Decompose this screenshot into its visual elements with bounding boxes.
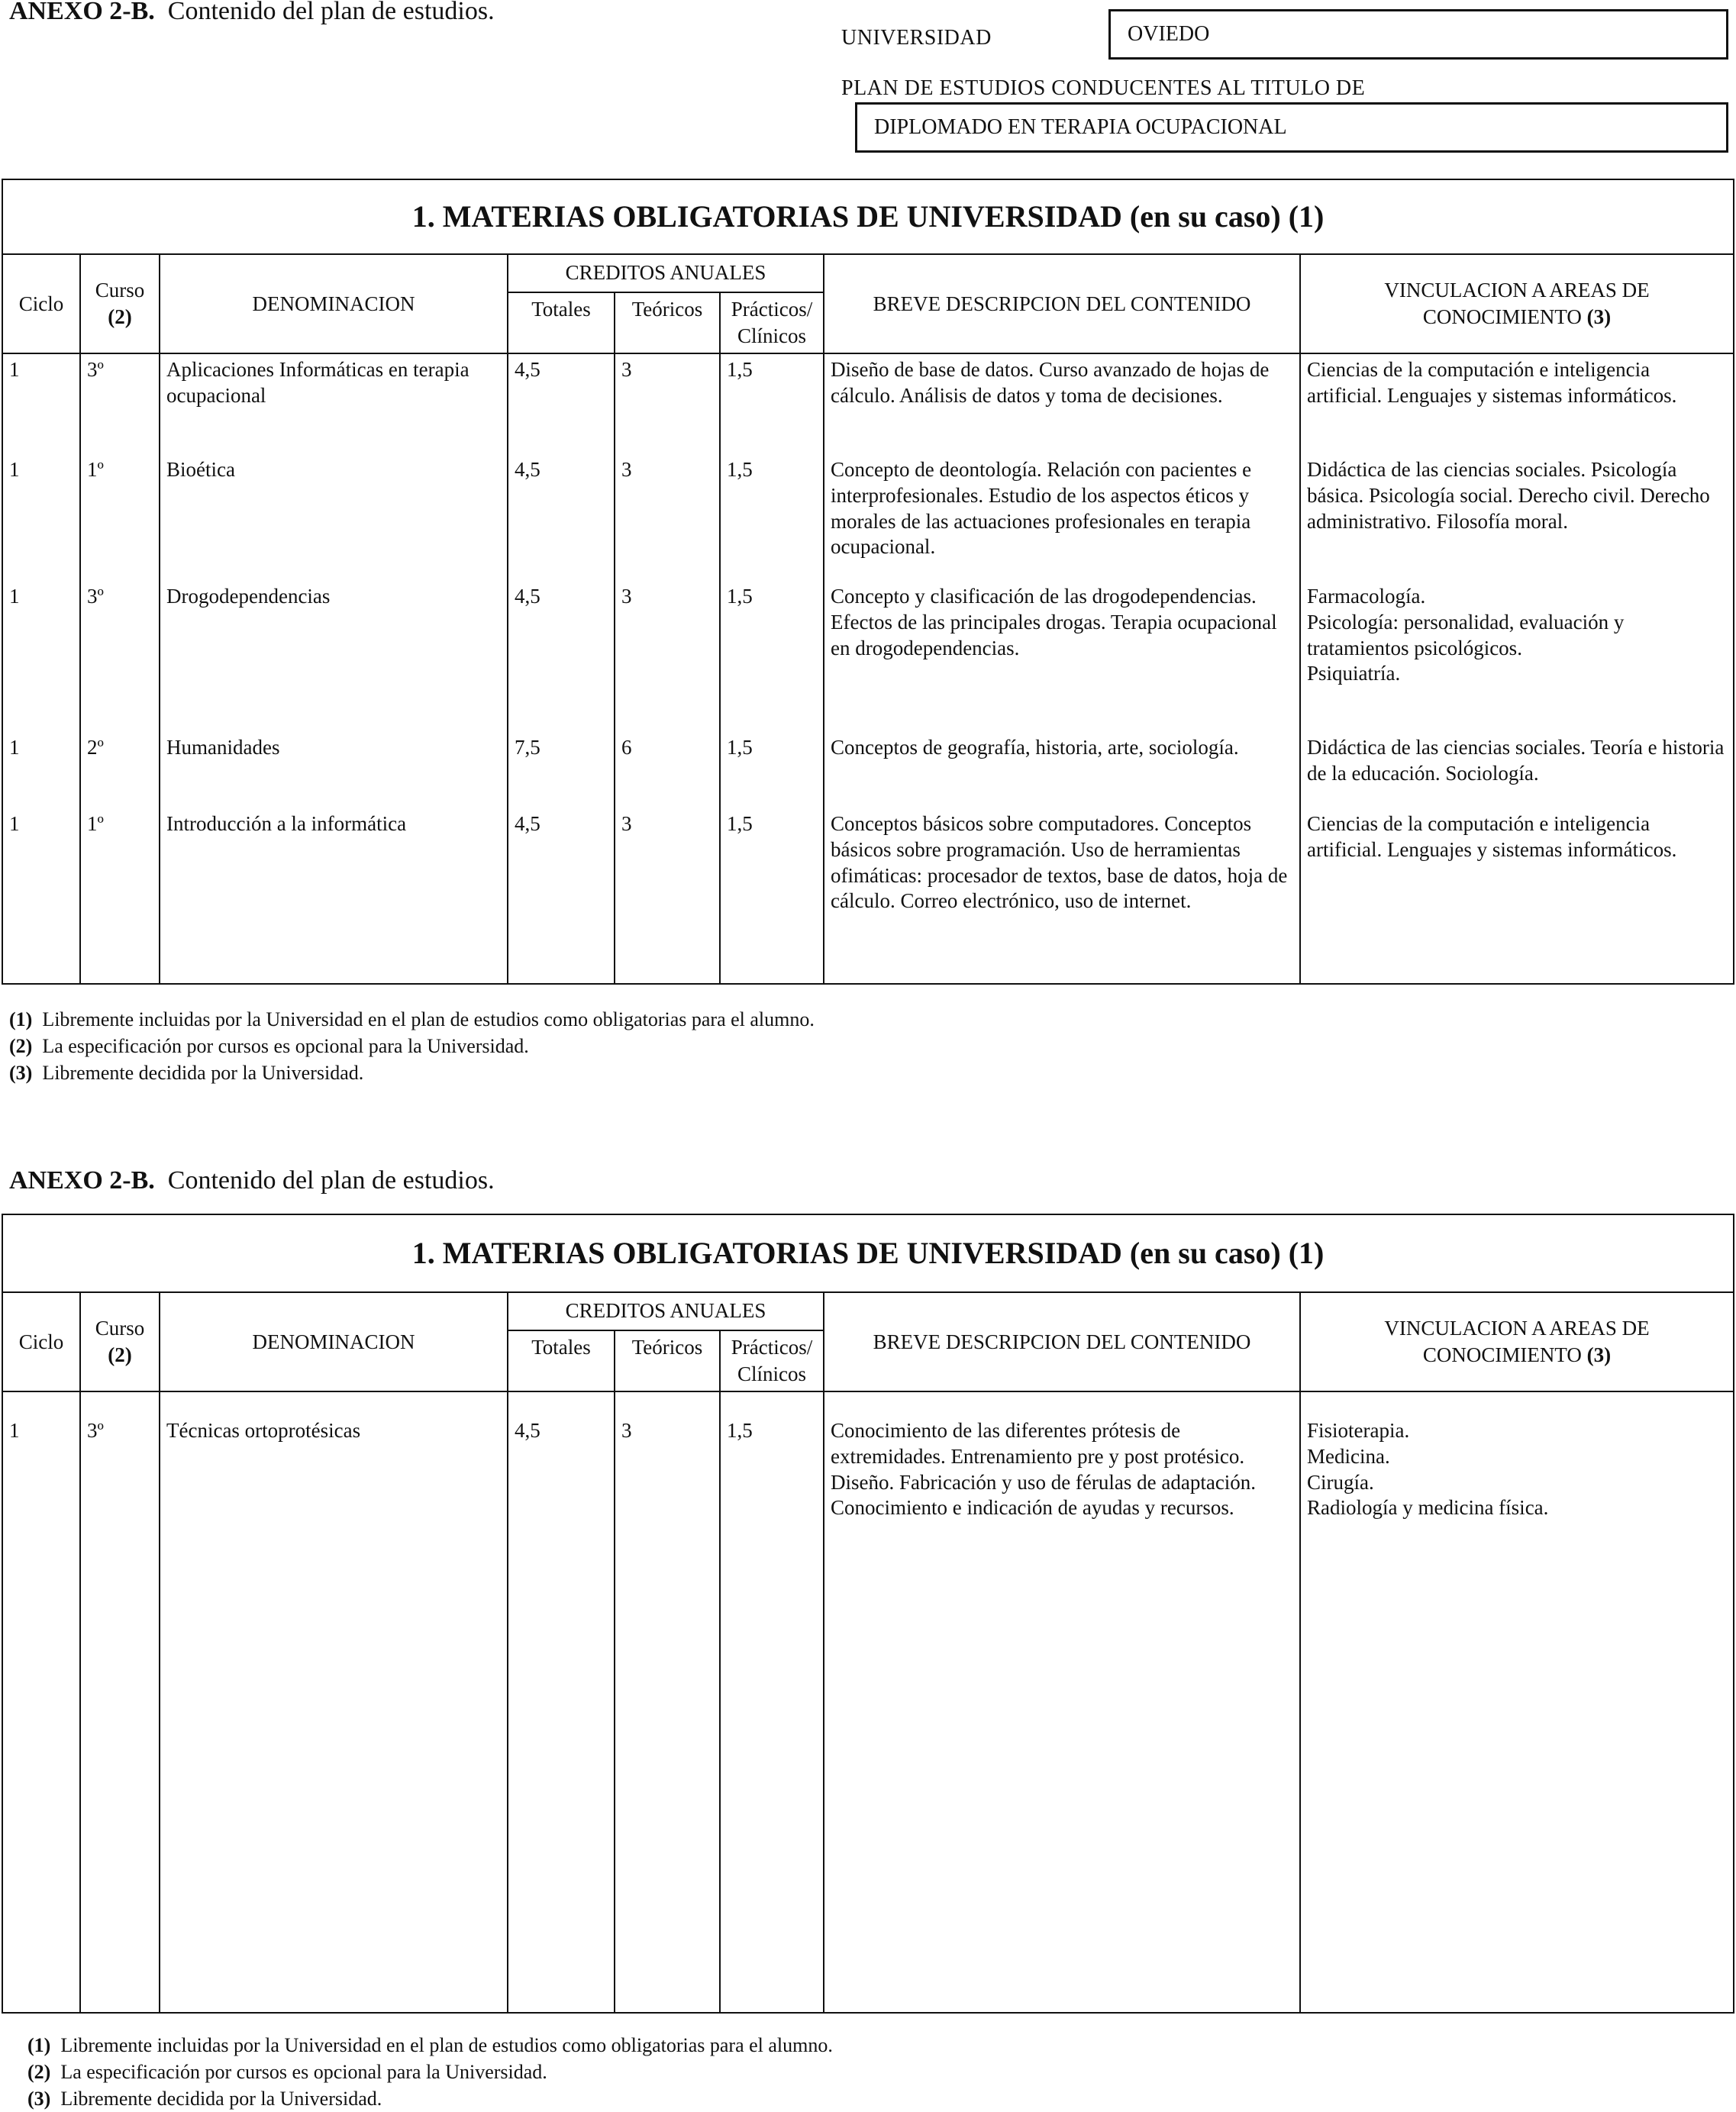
cell-vinculacion: Didáctica de las ciencias sociales. Teoría e historia de la educación. Sociología. [1300, 732, 1734, 808]
table-title: 1. MATERIAS OBLIGATORIAS DE UNIVERSIDAD (en su caso) (1) [2, 1214, 1734, 1292]
cell-ciclo: 1 [2, 732, 80, 808]
table-row [2, 454, 1734, 581]
cell-ciclo: 1 [2, 808, 80, 984]
cell-descripcion: Conceptos básicos sobre computadores. Conceptos básicos sobre programación. Uso de herramientas ofimáticas: procesador de textos, base de datos, hoja de cálculo. Correo electrónico, uso de internet. [824, 808, 1300, 984]
col-vinculacion-line1: VINCULACION A AREAS DE [1384, 279, 1650, 301]
cell-descripcion: Concepto y clasificación de las drogodependencias. Efectos de las principales drogas. Terapia ocupacional en drogodependencias. [824, 581, 1300, 732]
col-ciclo: Ciclo [2, 254, 80, 353]
col-curso-note: (2) [108, 1343, 132, 1367]
cell-ciclo: 1 [2, 1391, 80, 2013]
col-practicos [720, 292, 824, 353]
cell-practicos: 1,5 [720, 732, 824, 808]
cell-teoricos: 3 [615, 1391, 720, 2013]
cell-descripcion: Concepto de deontología. Relación con pacientes e interprofesionales. Estudio de los aspectos éticos y morales de las actuaciones profesionales en terapia ocupacional. [824, 454, 1300, 581]
cell-vinculacion: Ciencias de la computación e inteligencia artificial. Lenguajes y sistemas informáticos. [1300, 808, 1734, 984]
cell-denominacion: Introducción a la informática [160, 808, 508, 984]
titulo-value: DIPLOMADO EN TERAPIA OCUPACIONAL [874, 115, 1287, 139]
footnotes-2 [27, 2032, 833, 2112]
col-vinculacion-line2: CONOCIMIENTO [1422, 305, 1582, 329]
titulo-field [855, 102, 1728, 153]
col-curso [80, 1292, 160, 1391]
universidad-field [1108, 9, 1728, 60]
anexo-label: ANEXO 2-B. [9, 0, 155, 25]
cell-teoricos: 6 [615, 732, 720, 808]
footnote [9, 1006, 815, 1033]
cell-curso: 1º [80, 454, 160, 581]
footnote-text: Libremente incluidas por la Universidad en el plan de estudios como obligatorias para el alumno. [42, 1008, 815, 1030]
cell-totales: 4,5 [508, 1391, 615, 2013]
footnote-text: Libremente decidida por la Universidad. [60, 2088, 382, 2110]
table-row [2, 353, 1734, 454]
col-curso [80, 254, 160, 353]
anexo-title: Contenido del plan de estudios. [167, 1166, 495, 1195]
cell-practicos: 1,5 [720, 581, 824, 732]
col-teoricos: Teóricos [615, 292, 720, 353]
cell-totales: 7,5 [508, 732, 615, 808]
vinculacion-line: Radiología y medicina física. [1307, 1496, 1549, 1520]
cell-teoricos: 3 [615, 353, 720, 454]
cell-descripcion: Conceptos de geografía, historia, arte, sociología. [824, 732, 1300, 808]
footnote [27, 2085, 833, 2112]
cell-practicos: 1,5 [720, 808, 824, 984]
cell-totales: 4,5 [508, 808, 615, 984]
col-vinculacion [1300, 1292, 1734, 1391]
anexo-heading-2 [9, 1166, 495, 1195]
col-practicos-line2: Clínicos [737, 324, 806, 348]
materias-table-2 [2, 1214, 1734, 2014]
col-curso-label: Curso [95, 1317, 145, 1340]
cell-denominacion: Bioética [160, 454, 508, 581]
col-curso-label: Curso [95, 279, 145, 301]
cell-teoricos: 3 [615, 581, 720, 732]
cell-ciclo: 1 [2, 353, 80, 454]
footnote-mark: (3) [9, 1062, 33, 1085]
cell-practicos: 1,5 [720, 1391, 824, 2013]
table-row [2, 732, 1734, 808]
footnote-mark: (1) [27, 2034, 51, 2056]
table-row [2, 808, 1734, 984]
cell-curso: 3º [80, 353, 160, 454]
anexo-heading [9, 0, 495, 26]
footnotes-1 [9, 1006, 815, 1086]
cell-denominacion: Drogodependencias [160, 581, 508, 732]
cell-totales: 4,5 [508, 581, 615, 732]
footnote-mark: (2) [9, 1035, 33, 1058]
col-ciclo: Ciclo [2, 1292, 80, 1391]
cell-curso: 3º [80, 1391, 160, 2013]
plan-label: PLAN DE ESTUDIOS CONDUCENTES AL TITULO DE [841, 76, 1366, 100]
cell-denominacion: Técnicas ortoprotésicas [160, 1391, 508, 2013]
cell-denominacion: Aplicaciones Informáticas en terapia ocupacional [160, 353, 508, 454]
col-creditos: CREDITOS ANUALES [508, 254, 824, 292]
col-denominacion: DENOMINACION [160, 254, 508, 353]
col-vinculacion-line1: VINCULACION A AREAS DE [1384, 1317, 1650, 1340]
anexo-label: ANEXO 2-B. [9, 1166, 155, 1195]
universidad-label: UNIVERSIDAD [841, 26, 992, 50]
cell-ciclo: 1 [2, 581, 80, 732]
cell-curso: 1º [80, 808, 160, 984]
footnote [9, 1059, 815, 1086]
cell-totales: 4,5 [508, 353, 615, 454]
col-denominacion: DENOMINACION [160, 1292, 508, 1391]
col-practicos-line2: Clínicos [737, 1362, 806, 1386]
vinculacion-line: Farmacología. [1307, 585, 1426, 608]
cell-vinculacion [1300, 1391, 1734, 2013]
col-totales: Totales [508, 1330, 615, 1391]
footnote [27, 2032, 833, 2059]
footnote-text: La especificación por cursos es opcional para la Universidad. [42, 1035, 529, 1058]
table-row [2, 581, 1734, 732]
footnote-mark: (3) [27, 2088, 51, 2110]
col-vinculacion-note: (3) [1586, 1343, 1612, 1367]
cell-vinculacion [1300, 581, 1734, 732]
cell-totales: 4,5 [508, 454, 615, 581]
col-descripcion: BREVE DESCRIPCION DEL CONTENIDO [824, 1292, 1300, 1391]
col-creditos: CREDITOS ANUALES [508, 1292, 824, 1330]
col-descripcion: BREVE DESCRIPCION DEL CONTENIDO [824, 254, 1300, 353]
footnote-text: La especificación por cursos es opcional para la Universidad. [60, 2061, 547, 2084]
col-totales: Totales [508, 292, 615, 353]
cell-practicos: 1,5 [720, 454, 824, 581]
table-row [2, 1391, 1734, 2013]
cell-denominacion: Humanidades [160, 732, 508, 808]
col-practicos [720, 1330, 824, 1391]
vinculacion-line: Psicología: personalidad, evaluación y tratamientos psicológicos. [1307, 610, 1625, 659]
anexo-title: Contenido del plan de estudios. [167, 0, 495, 25]
materias-table-1 [2, 179, 1734, 985]
cell-teoricos: 3 [615, 808, 720, 984]
cell-descripcion: Diseño de base de datos. Curso avanzado de hojas de cálculo. Análisis de datos y toma de decisiones. [824, 353, 1300, 454]
vinculacion-line: Fisioterapia. [1307, 1419, 1410, 1443]
footnote-text: Libremente decidida por la Universidad. [42, 1062, 364, 1085]
footnote-mark: (2) [27, 2061, 51, 2084]
footnote-mark: (1) [9, 1008, 33, 1030]
footnote [27, 2059, 833, 2085]
vinculacion-line: Medicina. [1307, 1444, 1390, 1468]
cell-vinculacion: Ciencias de la computación e inteligencia artificial. Lenguajes y sistemas informáticos. [1300, 353, 1734, 454]
cell-ciclo: 1 [2, 454, 80, 581]
universidad-value: OVIEDO [1128, 22, 1210, 46]
footnote [9, 1033, 815, 1059]
cell-teoricos: 3 [615, 454, 720, 581]
footnote-text: Libremente incluidas por la Universidad en el plan de estudios como obligatorias para el alumno. [60, 2034, 833, 2056]
col-teoricos: Teóricos [615, 1330, 720, 1391]
col-vinculacion-note: (3) [1586, 305, 1612, 329]
table-title: 1. MATERIAS OBLIGATORIAS DE UNIVERSIDAD (en su caso) (1) [2, 179, 1734, 254]
cell-vinculacion: Didáctica de las ciencias sociales. Psicología básica. Psicología social. Derecho civil. Derecho administrativo. Filosofía moral. [1300, 454, 1734, 581]
col-curso-note: (2) [108, 305, 132, 329]
col-practicos-line1: Prácticos/ [731, 298, 813, 321]
col-vinculacion [1300, 254, 1734, 353]
vinculacion-line: Cirugía. [1307, 1470, 1374, 1494]
cell-practicos: 1,5 [720, 353, 824, 454]
vinculacion-line: Psiquiatría. [1307, 662, 1401, 685]
cell-curso: 2º [80, 732, 160, 808]
col-vinculacion-line2: CONOCIMIENTO [1422, 1343, 1582, 1367]
col-practicos-line1: Prácticos/ [731, 1336, 813, 1359]
cell-curso: 3º [80, 581, 160, 732]
cell-descripcion: Conocimiento de las diferentes prótesis de extremidades. Entrenamiento pre y post protésico. Diseño. Fabricación y uso de férulas de adaptación. Conocimiento e indicación de ayudas y recursos. [824, 1391, 1300, 2013]
